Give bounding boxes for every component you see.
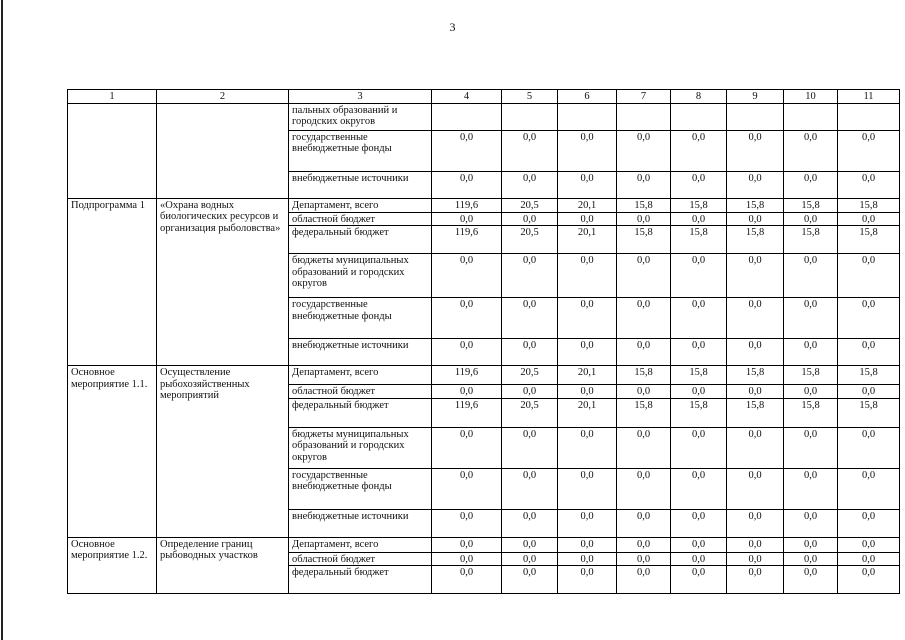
funding-source-cell: внебюджетные источники	[289, 171, 432, 198]
value-cell: 0,0	[558, 427, 617, 468]
value-cell: 0,0	[502, 385, 558, 399]
value-cell: 15,8	[727, 398, 784, 427]
row-code-cell: Подпрограмма 1	[68, 198, 157, 366]
column-header: 3	[289, 90, 432, 104]
value-cell	[838, 103, 900, 130]
value-cell: 0,0	[502, 509, 558, 537]
value-cell: 0,0	[502, 566, 558, 594]
value-cell: 0,0	[671, 385, 727, 399]
value-cell: 0,0	[671, 254, 727, 298]
value-cell: 0,0	[671, 171, 727, 198]
value-cell: 0,0	[727, 171, 784, 198]
value-cell: 0,0	[784, 171, 838, 198]
value-cell: 0,0	[432, 171, 502, 198]
value-cell: 0,0	[784, 130, 838, 171]
funding-source-cell: внебюджетные источники	[289, 509, 432, 537]
value-cell: 0,0	[558, 298, 617, 339]
funding-source-cell: областной бюджет	[289, 385, 432, 399]
value-cell: 0,0	[558, 552, 617, 566]
value-cell: 0,0	[617, 298, 671, 339]
value-cell: 0,0	[838, 566, 900, 594]
value-cell: 0,0	[558, 254, 617, 298]
value-cell: 0,0	[727, 552, 784, 566]
value-cell: 20,1	[558, 198, 617, 212]
value-cell: 0,0	[671, 298, 727, 339]
value-cell: 0,0	[617, 537, 671, 552]
value-cell	[558, 103, 617, 130]
row-title-cell: «Охрана водных биологических ресурсов и организация рыболовства»	[157, 198, 289, 366]
value-cell: 0,0	[727, 130, 784, 171]
value-cell: 15,8	[838, 366, 900, 385]
column-header: 9	[727, 90, 784, 104]
row-title-cell: Определение границ рыбоводных участков	[157, 537, 289, 594]
value-cell: 15,8	[727, 198, 784, 212]
funding-source-cell: федеральный бюджет	[289, 226, 432, 254]
value-cell: 0,0	[727, 339, 784, 366]
value-cell: 0,0	[784, 552, 838, 566]
value-cell: 0,0	[617, 254, 671, 298]
value-cell: 0,0	[502, 537, 558, 552]
funding-source-cell: Департамент, всего	[289, 366, 432, 385]
value-cell: 0,0	[784, 537, 838, 552]
value-cell: 0,0	[671, 212, 727, 226]
value-cell: 0,0	[432, 254, 502, 298]
value-cell: 0,0	[502, 339, 558, 366]
funding-source-cell: бюджеты муниципальных образований и городских округов	[289, 254, 432, 298]
value-cell	[502, 103, 558, 130]
funding-source-cell: государственные внебюджетные фонды	[289, 468, 432, 509]
value-cell: 0,0	[558, 212, 617, 226]
value-cell: 0,0	[617, 427, 671, 468]
value-cell: 0,0	[784, 427, 838, 468]
value-cell: 0,0	[838, 552, 900, 566]
value-cell: 0,0	[617, 509, 671, 537]
value-cell: 20,5	[502, 226, 558, 254]
value-cell: 0,0	[727, 468, 784, 509]
value-cell: 15,8	[671, 366, 727, 385]
value-cell: 0,0	[502, 298, 558, 339]
value-cell: 0,0	[784, 298, 838, 339]
value-cell: 15,8	[671, 398, 727, 427]
value-cell: 0,0	[784, 385, 838, 399]
value-cell: 0,0	[617, 385, 671, 399]
value-cell: 0,0	[727, 566, 784, 594]
value-cell: 15,8	[617, 398, 671, 427]
value-cell: 0,0	[558, 468, 617, 509]
value-cell	[727, 103, 784, 130]
value-cell: 0,0	[727, 427, 784, 468]
value-cell: 0,0	[432, 385, 502, 399]
column-header: 2	[157, 90, 289, 104]
table-row	[68, 366, 900, 385]
column-header: 1	[68, 90, 157, 104]
value-cell: 0,0	[502, 212, 558, 226]
value-cell: 0,0	[502, 254, 558, 298]
value-cell: 0,0	[838, 427, 900, 468]
column-header: 8	[671, 90, 727, 104]
value-cell: 15,8	[671, 226, 727, 254]
value-cell: 0,0	[558, 566, 617, 594]
value-cell: 0,0	[727, 298, 784, 339]
value-cell: 0,0	[558, 509, 617, 537]
value-cell	[671, 103, 727, 130]
value-cell: 0,0	[671, 468, 727, 509]
budget-table	[67, 89, 900, 594]
value-cell: 0,0	[784, 468, 838, 509]
value-cell: 15,8	[784, 226, 838, 254]
row-title-cell	[157, 103, 289, 198]
value-cell: 0,0	[558, 130, 617, 171]
funding-source-cell: внебюджетные источники	[289, 339, 432, 366]
value-cell: 15,8	[727, 366, 784, 385]
table-row	[68, 537, 900, 552]
value-cell: 0,0	[432, 509, 502, 537]
value-cell: 20,5	[502, 366, 558, 385]
funding-source-cell: федеральный бюджет	[289, 398, 432, 427]
value-cell: 15,8	[617, 366, 671, 385]
value-cell: 0,0	[784, 212, 838, 226]
value-cell: 0,0	[432, 339, 502, 366]
value-cell: 15,8	[784, 398, 838, 427]
column-header: 11	[838, 90, 900, 104]
value-cell: 0,0	[671, 509, 727, 537]
value-cell: 15,8	[838, 226, 900, 254]
table-row	[68, 198, 900, 212]
funding-source-cell: областной бюджет	[289, 552, 432, 566]
value-cell: 119,6	[432, 198, 502, 212]
value-cell: 0,0	[432, 537, 502, 552]
value-cell: 0,0	[617, 171, 671, 198]
value-cell: 0,0	[838, 339, 900, 366]
page-edge-line	[1, 0, 3, 640]
row-code-cell: Основное мероприятие 1.2.	[68, 537, 157, 594]
column-header: 5	[502, 90, 558, 104]
value-cell: 0,0	[784, 566, 838, 594]
value-cell: 0,0	[432, 212, 502, 226]
value-cell: 119,6	[432, 398, 502, 427]
value-cell: 0,0	[617, 566, 671, 594]
funding-source-cell: государственные внебюджетные фонды	[289, 298, 432, 339]
value-cell: 0,0	[671, 130, 727, 171]
value-cell: 0,0	[671, 339, 727, 366]
value-cell: 0,0	[432, 130, 502, 171]
value-cell: 0,0	[502, 171, 558, 198]
value-cell: 0,0	[558, 171, 617, 198]
funding-source-cell: бюджеты муниципальных образований и городских округов	[289, 427, 432, 468]
value-cell: 0,0	[617, 130, 671, 171]
value-cell: 0,0	[784, 254, 838, 298]
value-cell: 0,0	[617, 212, 671, 226]
value-cell: 0,0	[432, 468, 502, 509]
column-header: 10	[784, 90, 838, 104]
funding-source-cell: государственные внебюджетные фонды	[289, 130, 432, 171]
value-cell: 0,0	[838, 509, 900, 537]
value-cell: 0,0	[838, 171, 900, 198]
value-cell: 20,1	[558, 366, 617, 385]
value-cell: 20,1	[558, 226, 617, 254]
value-cell: 0,0	[727, 212, 784, 226]
value-cell: 119,6	[432, 226, 502, 254]
value-cell	[432, 103, 502, 130]
value-cell: 119,6	[432, 366, 502, 385]
value-cell: 20,1	[558, 398, 617, 427]
value-cell: 0,0	[432, 566, 502, 594]
value-cell: 15,8	[671, 198, 727, 212]
value-cell: 15,8	[838, 198, 900, 212]
value-cell: 0,0	[432, 427, 502, 468]
value-cell: 0,0	[838, 254, 900, 298]
funding-source-cell: Департамент, всего	[289, 198, 432, 212]
value-cell: 0,0	[502, 130, 558, 171]
column-header: 6	[558, 90, 617, 104]
value-cell: 0,0	[558, 537, 617, 552]
row-title-cell: Осуществление рыбохозяйственных мероприятий	[157, 366, 289, 538]
value-cell: 15,8	[784, 198, 838, 212]
value-cell: 0,0	[838, 130, 900, 171]
value-cell: 0,0	[558, 339, 617, 366]
value-cell: 0,0	[432, 298, 502, 339]
value-cell: 0,0	[617, 339, 671, 366]
value-cell: 0,0	[502, 427, 558, 468]
value-cell: 15,8	[617, 226, 671, 254]
value-cell: 0,0	[671, 566, 727, 594]
value-cell: 15,8	[838, 398, 900, 427]
table-row	[68, 103, 900, 130]
value-cell: 0,0	[617, 468, 671, 509]
value-cell: 20,5	[502, 398, 558, 427]
value-cell: 15,8	[727, 226, 784, 254]
value-cell: 0,0	[784, 339, 838, 366]
row-code-cell	[68, 103, 157, 198]
value-cell: 0,0	[671, 552, 727, 566]
funding-source-cell: Департамент, всего	[289, 537, 432, 552]
value-cell: 0,0	[671, 427, 727, 468]
page-number: 3	[449, 20, 456, 34]
value-cell: 15,8	[784, 366, 838, 385]
value-cell: 0,0	[838, 298, 900, 339]
value-cell	[784, 103, 838, 130]
column-header: 7	[617, 90, 671, 104]
value-cell: 0,0	[784, 509, 838, 537]
value-cell: 0,0	[502, 468, 558, 509]
row-code-cell: Основное мероприятие 1.1.	[68, 366, 157, 538]
table-body	[68, 90, 900, 594]
value-cell: 0,0	[502, 552, 558, 566]
funding-source-cell: пальных образований и городских округов	[289, 103, 432, 130]
value-cell: 0,0	[727, 537, 784, 552]
value-cell: 0,0	[727, 254, 784, 298]
funding-source-cell: областной бюджет	[289, 212, 432, 226]
column-header: 4	[432, 90, 502, 104]
value-cell: 15,8	[617, 198, 671, 212]
value-cell: 0,0	[671, 537, 727, 552]
value-cell: 0,0	[432, 552, 502, 566]
value-cell: 0,0	[838, 385, 900, 399]
value-cell: 0,0	[838, 537, 900, 552]
value-cell: 0,0	[617, 552, 671, 566]
value-cell: 20,5	[502, 198, 558, 212]
value-cell: 0,0	[727, 509, 784, 537]
value-cell: 0,0	[727, 385, 784, 399]
funding-source-cell: федеральный бюджет	[289, 566, 432, 594]
value-cell: 0,0	[838, 468, 900, 509]
value-cell: 0,0	[558, 385, 617, 399]
value-cell: 0,0	[838, 212, 900, 226]
value-cell	[617, 103, 671, 130]
column-number-row	[68, 90, 900, 104]
